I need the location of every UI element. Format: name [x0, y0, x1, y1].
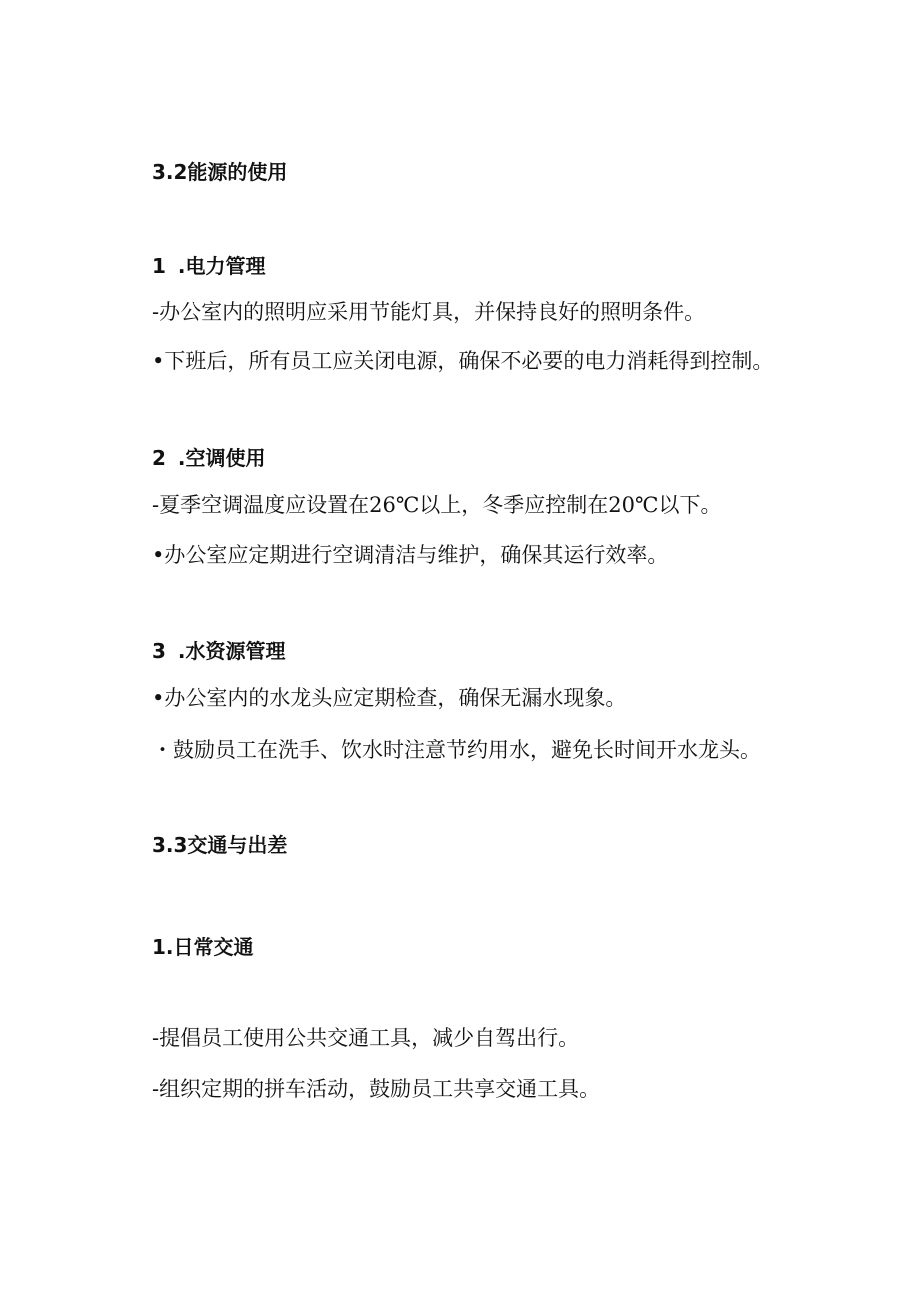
paragraph-line: •办公室应定期进行空调清洁与维护，确保其运行效率。: [152, 543, 669, 567]
paragraph-line: -提倡员工使用公共交通工具，减少自驾出行。: [152, 1026, 580, 1050]
subheading-title: .空调使用: [177, 446, 266, 470]
subheading-daily-commute: 1.日常交通: [152, 935, 254, 959]
paragraph-line: -组织定期的拼车活动，鼓励员工共享交通工具。: [152, 1077, 601, 1101]
paragraph-line: -办公室内的照明应采用节能灯具，并保持良好的照明条件。: [152, 300, 706, 324]
subheading-water: [152, 637, 286, 665]
subheading-electricity: [152, 252, 266, 280]
subheading-number: 3: [152, 639, 166, 663]
paragraph-line: -夏季空调温度应设置在26℃以上，冬季应控制在20℃以下。: [152, 493, 722, 517]
subheading-number: 1: [152, 254, 166, 278]
subheading-number: 2: [152, 446, 166, 470]
paragraph-line: •下班后，所有员工应关闭电源，确保不必要的电力消耗得到控制。: [152, 349, 774, 373]
paragraph-line: ・鼓励员工在洗手、饮水时注意节约用水，避免长时间开水龙头。: [152, 738, 761, 762]
subheading-title: .水资源管理: [177, 639, 286, 663]
subheading-title: .电力管理: [177, 254, 266, 278]
paragraph-line: •办公室内的水龙头应定期检查，确保无漏水现象。: [152, 686, 627, 710]
subheading-air-conditioning: [152, 444, 266, 472]
section-heading-3-2: 3.2能源的使用: [152, 160, 288, 184]
section-heading-3-3: 3.3交通与出差: [152, 833, 288, 857]
